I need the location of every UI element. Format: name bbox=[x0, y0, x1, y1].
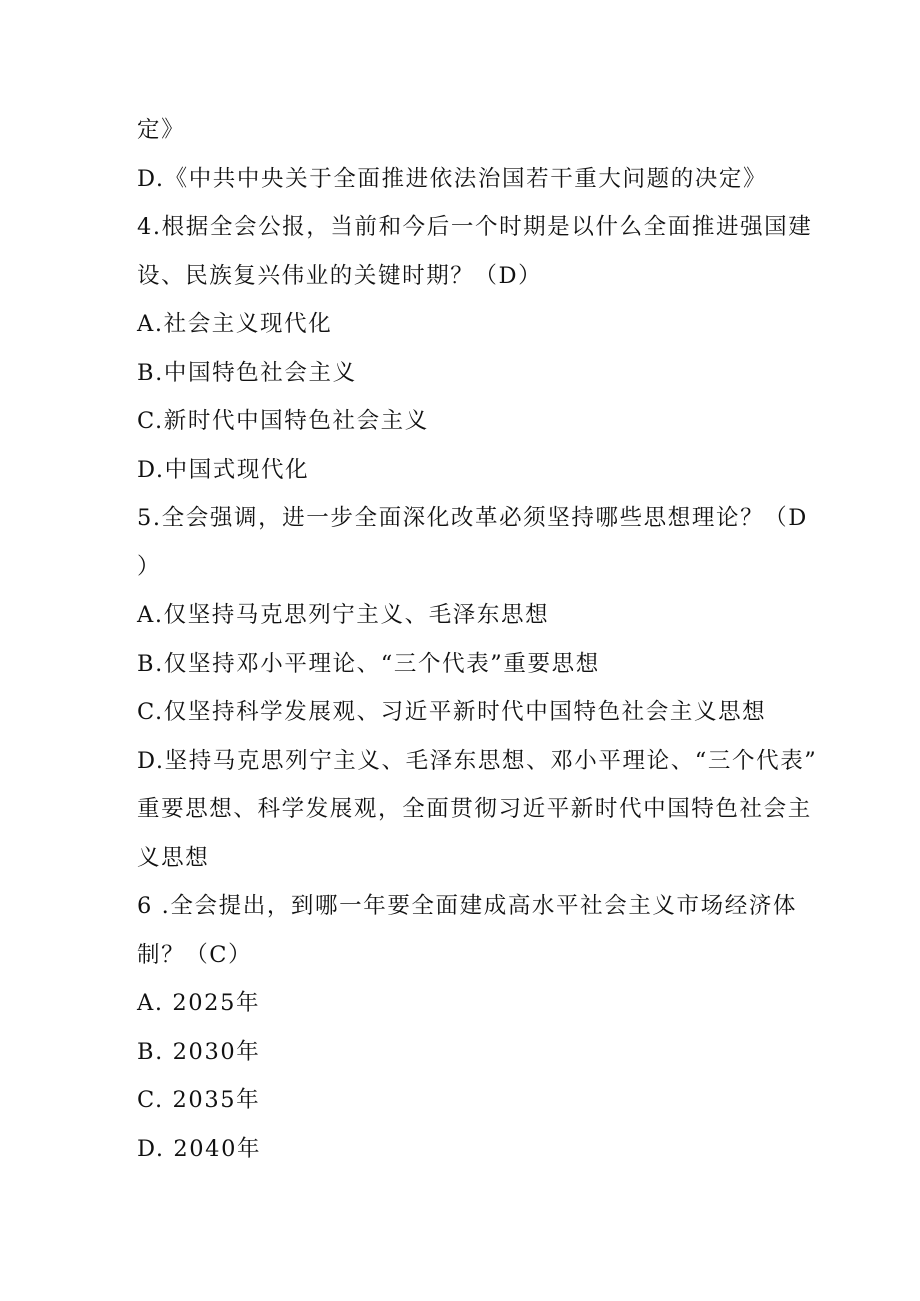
q6-question-line-2: 制？（C） bbox=[137, 942, 253, 968]
q6-option-c: C. 2035年 bbox=[137, 1087, 261, 1113]
q4-option-c: C.新时代中国特色社会主义 bbox=[137, 408, 429, 434]
text-line-continuation: 定》 bbox=[137, 117, 186, 143]
q5-option-d-line-2: 重要思想、科学发展观，全面贯彻习近平新时代中国特色社会主 bbox=[137, 796, 812, 822]
q5-option-a: A.仅坚持马克思列宁主义、毛泽东思想 bbox=[137, 602, 550, 628]
q4-question-line-2: 设、民族复兴伟业的关键时期？（D） bbox=[137, 263, 543, 289]
q3-option-d: D.《中共中央关于全面推进依法治国若干重大问题的决定》 bbox=[137, 166, 768, 192]
q5-option-d-line-1: D.坚持马克思列宁主义、毛泽东思想、邓小平理论、“三个代表” bbox=[137, 748, 818, 774]
q5-option-c: C.仅坚持科学发展观、习近平新时代中国特色社会主义思想 bbox=[137, 699, 767, 725]
q5-question-line-1: 5.全会强调，进一步全面深化改革必须坚持哪些思想理论？（D bbox=[137, 505, 808, 531]
q4-question-line-1: 4.根据全会公报，当前和今后一个时期是以什么全面推进强国建 bbox=[137, 214, 813, 240]
q4-option-b: B.中国特色社会主义 bbox=[137, 360, 357, 386]
q6-option-a: A. 2025年 bbox=[137, 990, 261, 1016]
q6-question-line-1: 6 .全会提出，到哪一年要全面建成高水平社会主义市场经济体 bbox=[137, 893, 798, 919]
q5-question-line-2: ） bbox=[137, 554, 162, 580]
q5-option-d-line-3: 义思想 bbox=[137, 845, 210, 871]
q6-option-d: D. 2040年 bbox=[137, 1136, 262, 1162]
q5-option-b: B.仅坚持邓小平理论、“三个代表”重要思想 bbox=[137, 651, 600, 677]
q6-option-b: B. 2030年 bbox=[137, 1039, 261, 1065]
q4-option-a: A.社会主义现代化 bbox=[137, 311, 333, 337]
q4-option-d: D.中国式现代化 bbox=[137, 457, 310, 483]
